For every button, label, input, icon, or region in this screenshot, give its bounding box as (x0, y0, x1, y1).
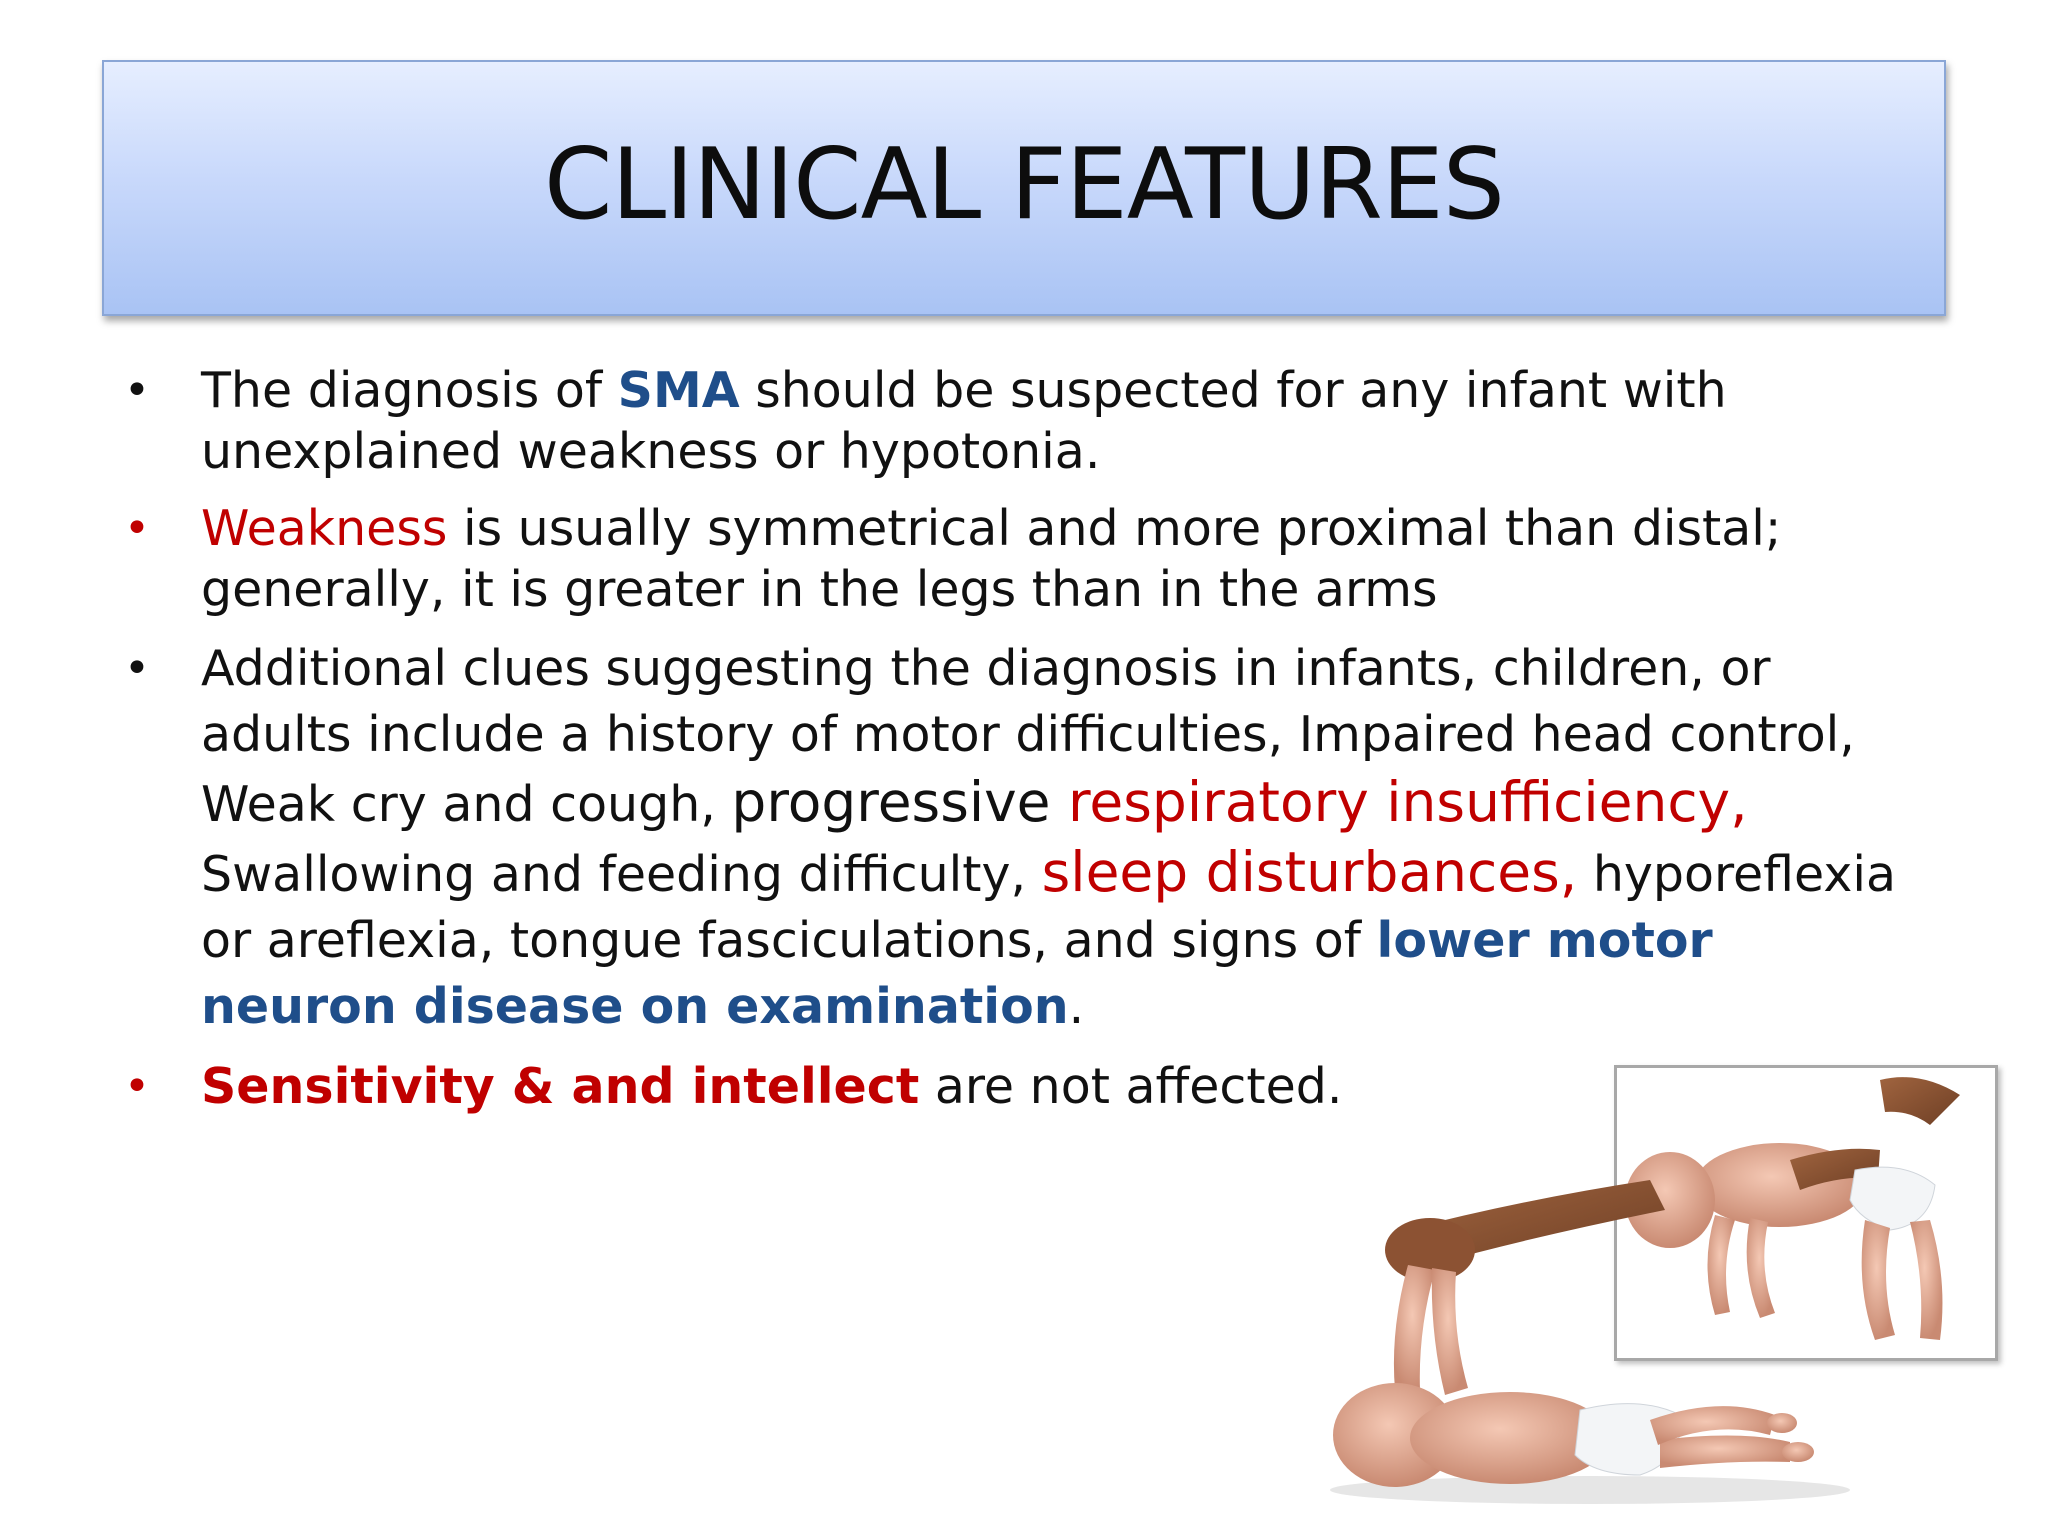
bullet-item-3 (120, 636, 1910, 1040)
bullet-marker: • (124, 503, 150, 554)
highlight-lower-motor-neuron: lower motor neuron disease on examination (201, 912, 1713, 1035)
bullet-text: Swallowing and feeding difficulty, (201, 846, 1042, 903)
highlight-sleep-disturbances: sleep disturbances, (1041, 840, 1578, 904)
bullet-text-large: progressive (731, 770, 1069, 834)
bullet-text: . (1068, 978, 1085, 1035)
bullet-text: The diagnosis of (201, 362, 618, 419)
highlight-sensitivity-intellect: Sensitivity & and intellect (201, 1058, 920, 1115)
bullet-text: are not affected. (919, 1058, 1343, 1115)
held-infant-figure (1625, 1077, 1960, 1340)
slide-title: CLINICAL FEATURES (544, 128, 1504, 242)
bullet-text: and signs of (1063, 912, 1377, 969)
lying-infant-figure (1330, 1180, 1850, 1504)
highlight-weakness: Weakness (201, 500, 448, 557)
bullet-marker: • (124, 643, 150, 694)
bullet-list (120, 360, 1910, 1133)
bullet-text: should be suspected for any infant with unexplained weakness or hypotonia. (201, 362, 1727, 480)
bullet-marker: • (124, 365, 150, 416)
bullet-text: is usually symmetrical and more proximal than distal; generally, it is greater in the legs than in the arms (201, 500, 1782, 618)
infant-illustration (1320, 1050, 2020, 1510)
bullet-item-1 (120, 360, 1910, 482)
title-banner (102, 60, 1946, 316)
highlight-sma: SMA (617, 362, 740, 419)
bullet-text: Additional clues suggesting the diagnosis in infants, children, or adults include a history of motor difficulties, Impaired head control, Weak cry and cough, (201, 640, 1855, 833)
bullet-marker: • (124, 1061, 150, 1112)
highlight-respiratory-insufficiency: respiratory insufficiency, (1068, 770, 1748, 834)
bullet-text: hyporeflexia or areflexia, tongue fasciculations, (201, 846, 1896, 969)
bullet-item-2 (120, 498, 1910, 620)
